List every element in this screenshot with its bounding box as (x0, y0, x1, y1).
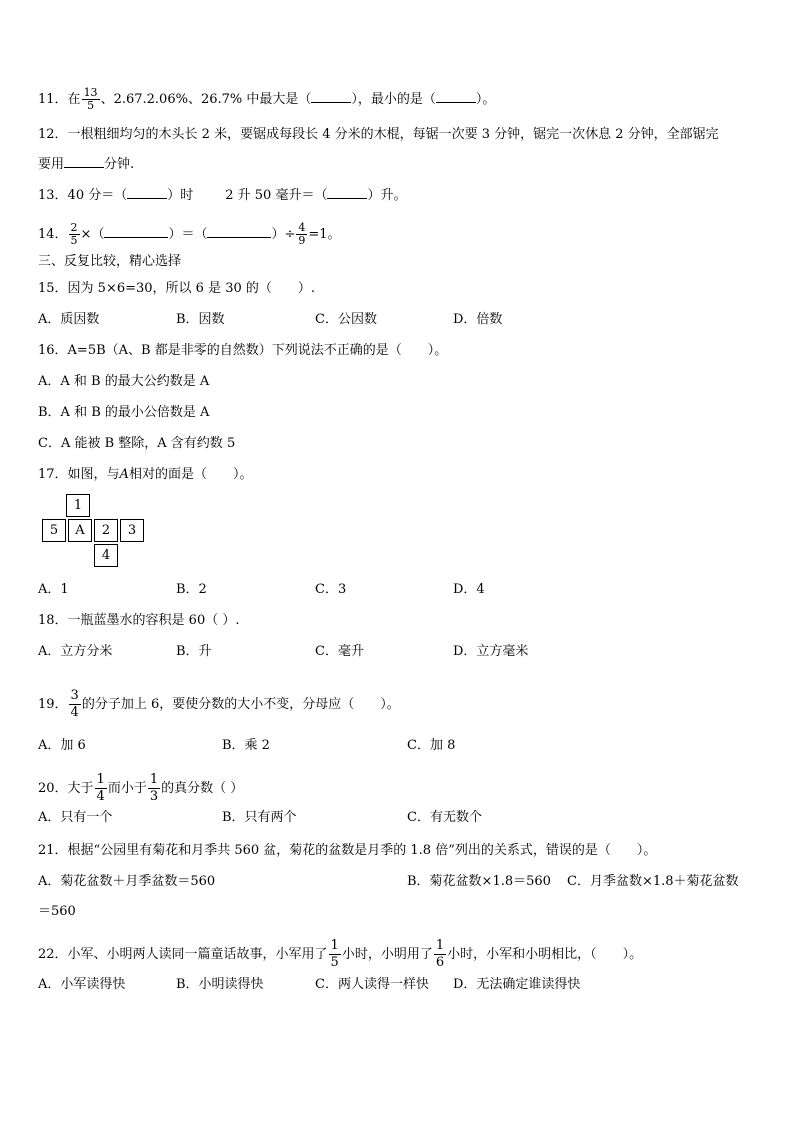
fraction: $\frac{1}{4}$ (96, 772, 105, 804)
option-b[interactable]: B．只有两个 (222, 810, 297, 825)
option-c[interactable]: C．加 8 (407, 738, 456, 753)
fraction: $\frac{3}{4}$ (70, 688, 79, 720)
question-17: 17．如图，与A相对的面是（ ）。 (38, 467, 253, 482)
option-c[interactable]: C．3 (315, 582, 347, 597)
fraction: $\frac{1}{5}$ (330, 938, 339, 970)
option-c[interactable]: C．有无数个 (407, 810, 482, 825)
question-12: 12．一根粗细均匀的木头长 2 米，要锯成每段长 4 分米的木棍，每锯一次要 3 分钟，锯完一次休息 2 分钟，全部锯完 (38, 127, 719, 142)
question-12-cont: 要用 分钟. (38, 157, 135, 172)
option-a[interactable]: A．加 6 (38, 738, 86, 753)
answer-blank[interactable] (311, 102, 351, 103)
option-d[interactable]: D．4 (453, 582, 485, 597)
option-b[interactable]: B．2 (176, 582, 207, 597)
option-c[interactable]: C．两人读得一样快 (315, 977, 429, 992)
option-a[interactable]: A．A 和 B 的最大公约数是 A (38, 374, 210, 389)
option-a[interactable]: A．菊花盆数＋月季盆数＝560 (38, 874, 216, 889)
fraction: $\frac{2}{5}$ (70, 221, 78, 247)
option-d[interactable]: D．立方毫米 (453, 644, 529, 659)
option-d[interactable]: D．无法确定谁读得快 (453, 977, 581, 992)
option-b[interactable]: B．因数 (176, 312, 225, 327)
question-22: 22．小军、小明两人读同一篇童话故事，小军用了 $\frac{1}{5}$ 小时，小明用了 $\frac{1}{6}$ 小时，小军和小明相比，（ ）。 (38, 938, 643, 970)
option-c[interactable]: C．月季盆数×1.8＋菊花盆数 (567, 874, 739, 889)
fraction: $\frac{1}{3}$ (149, 772, 159, 804)
option-d[interactable]: D．倍数 (453, 312, 503, 327)
fraction: $\frac{4}{9}$ (298, 221, 306, 247)
answer-blank[interactable] (127, 198, 167, 199)
option-a[interactable]: A．质因数 (38, 312, 100, 327)
net-face-center: A (68, 519, 92, 542)
question-11: 11．在 $\frac{13}{5}$ 、2.67.2.06%、26.7% 中最大是（ ），最小的是（ ）。 (38, 86, 496, 112)
answer-blank[interactable] (64, 167, 104, 168)
option-c[interactable]: C．毫升 (315, 644, 364, 659)
question-19: 19． $\frac{3}{4}$ 的分子加上 6，要使分数的大小不变，分母应（ ）。 (38, 688, 400, 720)
option-c[interactable]: C．公因数 (315, 312, 377, 327)
question-20: 20．大于 $\frac{1}{4}$ 而小于 $\frac{1}{3}$ 的真分数（ ） (38, 772, 244, 804)
net-face-left: 5 (42, 519, 66, 542)
net-face-top: 1 (66, 494, 90, 517)
answer-blank[interactable] (104, 237, 168, 238)
answer-blank[interactable] (207, 237, 271, 238)
fraction: $\frac{1}{6}$ (435, 938, 445, 970)
option-b[interactable]: B．升 (176, 644, 212, 659)
net-face-right-1: 2 (94, 519, 118, 542)
option-c[interactable]: C．A 能被 B 整除，A 含有约数 5 (38, 436, 236, 451)
question-16: 16．A=5B（A、B 都是非零的自然数）下列说法不正确的是（ ）。 (38, 343, 448, 358)
question-21: 21．根据“公园里有菊花和月季共 560 盆，菊花的盆数是月季的 1.8 倍”列出的关系式，错误的是（ ）。 (38, 843, 657, 858)
question-15: 15．因为 5×6=30，所以 6 是 30 的（ ）. (38, 281, 316, 296)
cube-net-figure (40, 494, 160, 568)
net-face-right-2: 3 (120, 519, 144, 542)
net-face-bottom: 4 (94, 544, 118, 567)
option-a[interactable]: A．小军读得快 (38, 977, 126, 992)
option-b[interactable]: B．菊花盆数×1.8＝560 (407, 874, 551, 889)
option-a[interactable]: A．只有一个 (38, 810, 113, 825)
option-a[interactable]: A．1 (38, 582, 69, 597)
question-14: 14． $\frac{2}{5}$ ×（ ）＝（ ）÷ $\frac{4}{9}$ =1。 (38, 221, 341, 247)
option-c-continued: ＝560 (38, 904, 76, 919)
option-a[interactable]: A．立方分米 (38, 644, 113, 659)
question-18: 18．一瓶蓝墨水的容积是 60（ ）. (38, 613, 240, 628)
answer-blank[interactable] (327, 198, 367, 199)
fraction: $\frac{13}{5}$ (83, 86, 98, 112)
section-title: 三、反复比较，精心选择 (38, 254, 182, 269)
option-b[interactable]: B．A 和 B 的最小公倍数是 A (38, 405, 210, 420)
answer-blank[interactable] (436, 102, 476, 103)
question-13: 13．40 分＝（ ）时 2 升 50 毫升＝（ ）升。 (38, 188, 407, 203)
option-b[interactable]: B．乘 2 (222, 738, 270, 753)
option-b[interactable]: B．小明读得快 (176, 977, 264, 992)
